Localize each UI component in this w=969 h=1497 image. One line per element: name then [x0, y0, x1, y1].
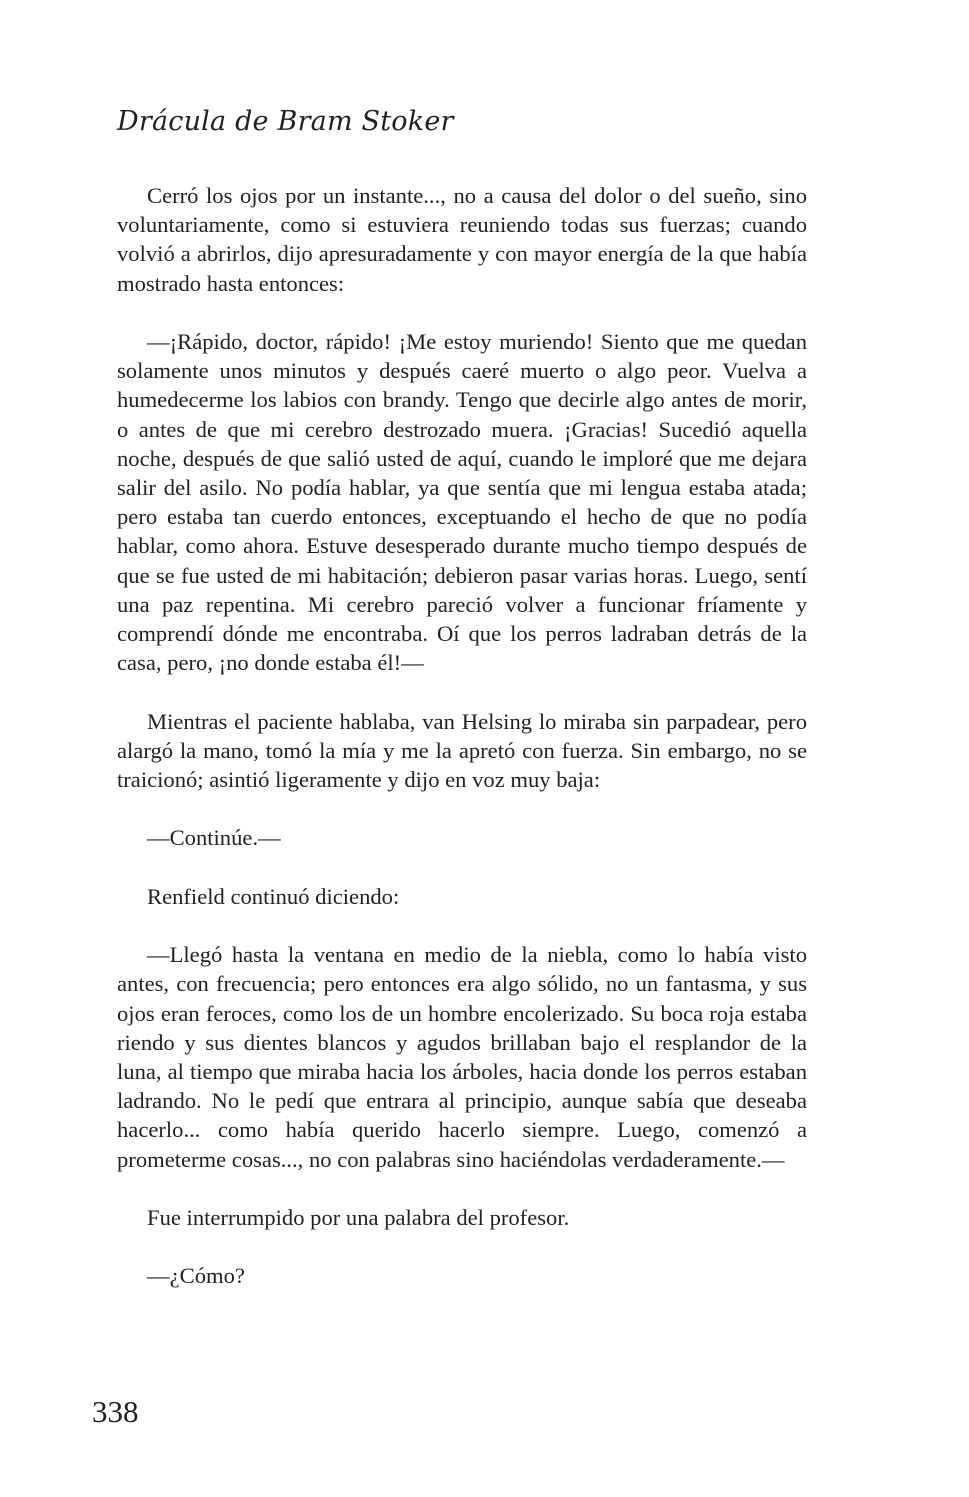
paragraph: Cerró los ojos por un instante..., no a causa del dolor o del sueño, sino voluntariamente, como si estuviera reuniendo todas sus fuerzas; cuando volvió a abrirlos, dijo apresuradamente y con mayor energía de la que había mostrado hasta entonces:	[117, 183, 807, 296]
page-number: 338	[92, 1394, 139, 1429]
paragraph: —¡Rápido, doctor, rápido! ¡Me estoy muriendo! Siento que me quedan solamente unos minutos y después caeré muerto o algo peor. Vuelva a humedecerme los labios con brandy. Tengo que decirle algo antes de morir, o antes de que mi cerebro destrozado muera. ¡Gracias! Sucedió aquella noche, después de que salió usted de aquí, cuando le imploré que me dejara salir del asilo. No podía hablar, ya que sentía que mi lengua estaba atada; pero estaba tan cuerdo entonces, exceptuando el hecho de que no podía hablar, como ahora. Estuve desesperado durante mucho tiempo después de que se fue usted de mi habitación; debieron pasar varias horas. Luego, sentí una paz repentina. Mi cerebro pareció volver a funcionar fríamente y comprendí dónde me encontraba. Oí que los perros ladraban detrás de la casa, pero, ¡no donde estaba él!—	[117, 329, 807, 676]
body-text	[117, 181, 807, 1291]
running-header-title: Drácula de Bram Stoker	[117, 106, 454, 137]
paragraph: Renfield continuó diciendo:	[147, 883, 400, 909]
paragraph: Fue interrumpido por una palabra del profesor.	[147, 1205, 570, 1231]
paragraph: —Llegó hasta la ventana en medio de la niebla, como lo había visto antes, con frecuencia; pero entonces era algo sólido, no un fantasma, y sus ojos eran feroces, como los de un hombre encolerizado. Su boca roja estaba riendo y sus dientes blancos y agudos brillaban bajo el resplandor de la luna, al tiempo que miraba hacia los árboles, hacia donde los perros estaban ladrando. No le pedí que entrara al principio, aunque sabía que deseaba hacerlo... como había querido hacerlo siempre. Luego, comenzó a prometerme cosas..., no con palabras sino haciéndolas verdaderamente.—	[117, 942, 807, 1172]
paragraph: Mientras el paciente hablaba, van Helsing lo miraba sin parpadear, pero alargó la mano, tomó la mía y me la apretó con fuerza. Sin embargo, no se traicionó; asintió ligeramente y dijo en voz muy baja:	[117, 708, 807, 793]
paragraph: —¿Cómo?	[147, 1263, 245, 1289]
paragraph: —Continúe.—	[147, 825, 281, 851]
